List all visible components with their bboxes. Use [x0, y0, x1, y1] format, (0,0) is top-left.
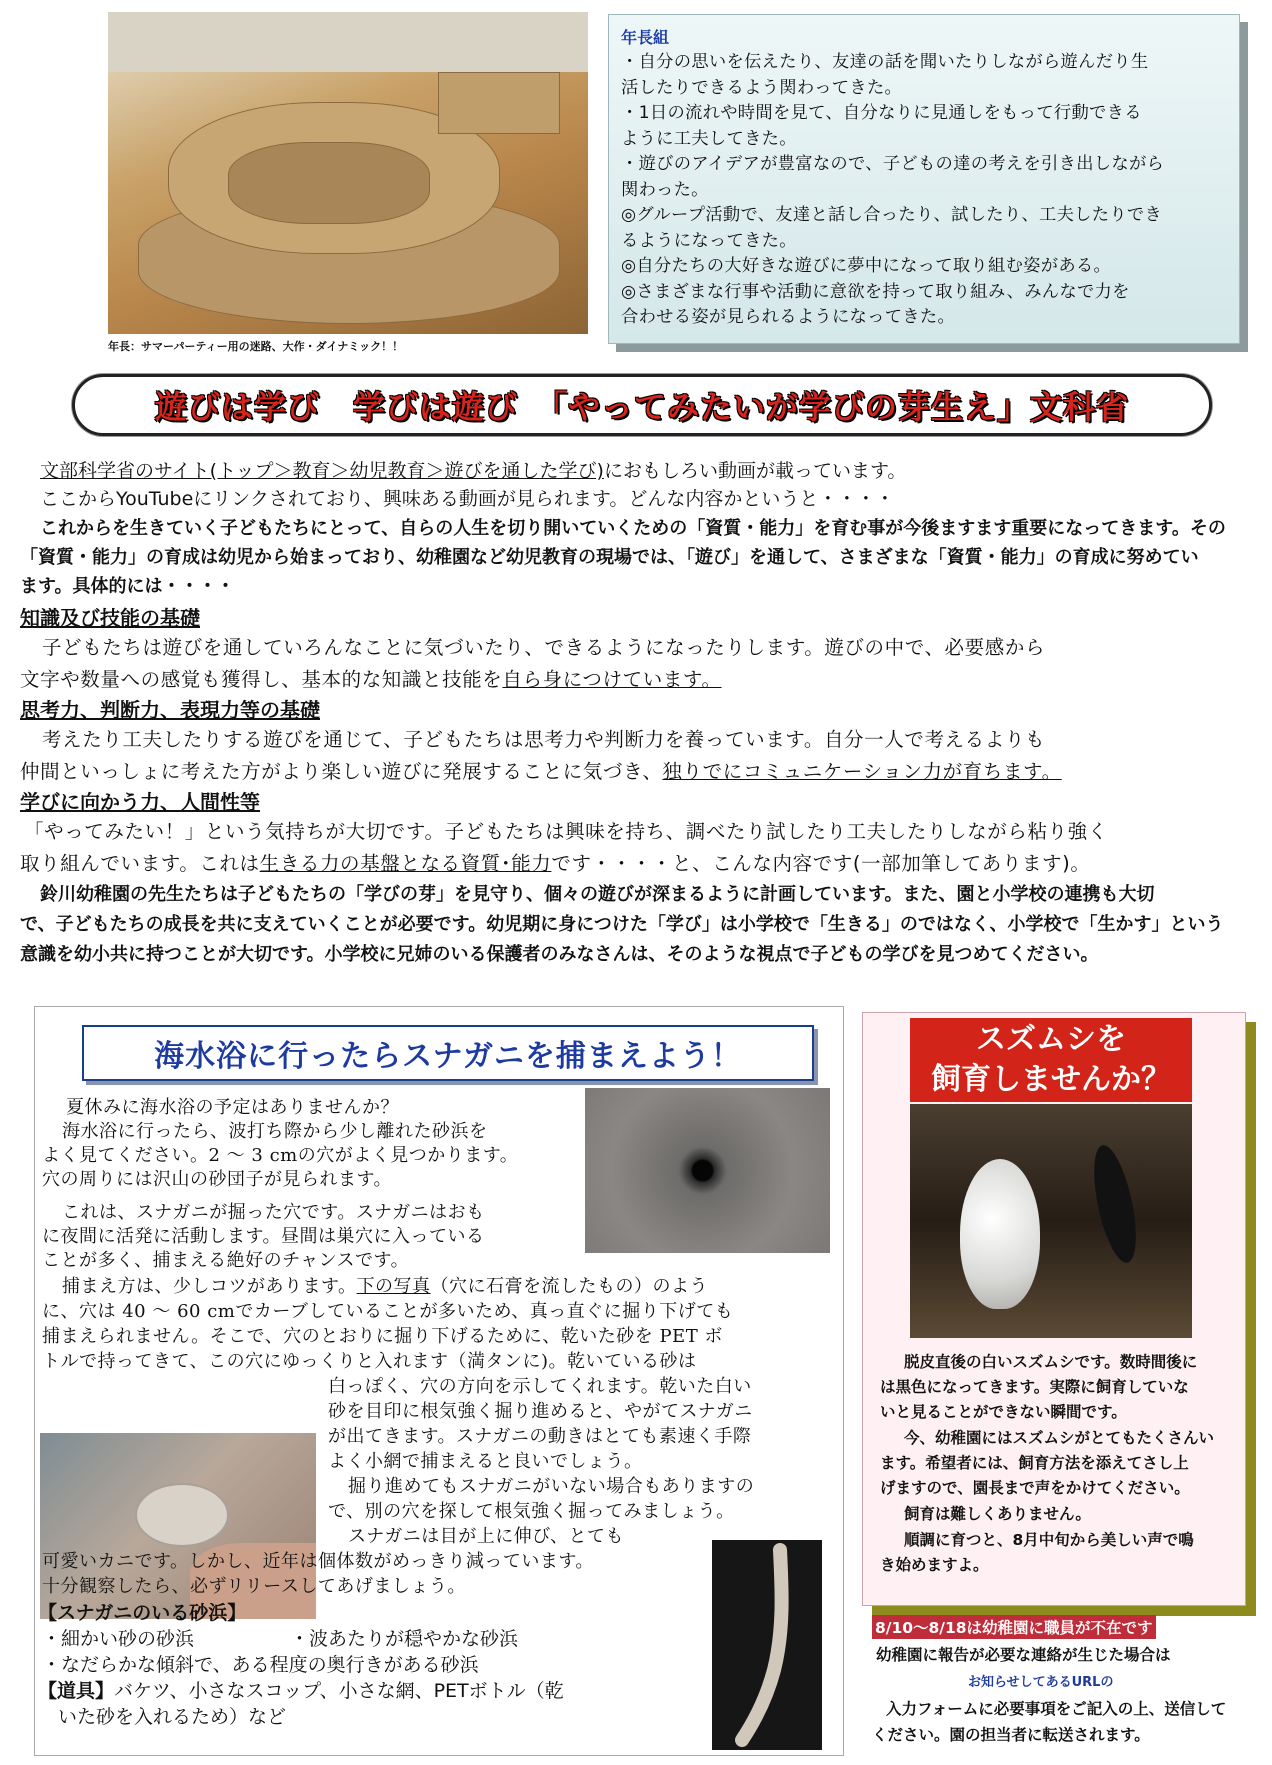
crab-text-line: 夏休みに海水浴の予定はありませんか？ — [66, 1097, 399, 1118]
paragraph-line: ます。具体的には・・・・ — [20, 576, 235, 597]
notice-line: ください。園の担当者に転送されます。 — [872, 1726, 1150, 1744]
paragraph-line: 鈴川幼稚園の先生たちは子どもたちの「学びの芽」を見守り、個々の遊びが深まるように計画しています。また、園と小学校の連携も大切 — [40, 884, 1155, 905]
suzumushi-title-line: スズムシを — [976, 1022, 1126, 1057]
class-report-line: ◎グループ活動で、友達と話し合ったり、試したり、工夫したりでき — [621, 205, 1163, 225]
crab-text-line — [62, 1272, 708, 1298]
suzumushi-text-line: いと見ることができない瞬間です。 — [880, 1403, 1127, 1421]
maze-photo — [108, 12, 588, 334]
crab-text-line: 砂を目印に根気強く掘り進めると、やがてスナガニ — [328, 1401, 753, 1422]
class-report-line: ・1日の流れや時間を見て、自分なりに見通しをもって行動できる — [621, 103, 1142, 123]
crab-text-line: に、穴は 40 ～ 60 cmでカーブしていることが多いため、真っ直ぐに掘り下げても — [42, 1301, 734, 1322]
section-line: 考えたり工夫したりする遊びを通じて、子どもたちは思考力や判断力を養っています。自分一人で考えるよりも — [42, 728, 1046, 751]
crab-text-line: 海水浴に行ったら、波打ち際から少し離れた砂浜を — [62, 1121, 488, 1142]
suzumushi-text-line: 順調に育つと、8月中旬から美しい声で鳴 — [904, 1531, 1194, 1549]
intro-line-1 — [40, 456, 1272, 483]
section-line — [20, 848, 1252, 876]
section-heading-thinking: 思考力、判断力、表現力等の基礎 — [20, 698, 320, 722]
crab-text-line: 可愛いカニです。しかし、近年は個体数がめっきり減っています。 — [42, 1551, 594, 1572]
plaster-cast-photo — [712, 1540, 822, 1750]
maze-photo-caption: 年長：サマーパーティー用の迷路、大作・ダイナミック！！ — [108, 340, 404, 353]
sand-crab-title-box — [82, 1025, 814, 1081]
crab-text-line: で、別の穴を探して根気強く掘ってみましょう。 — [328, 1501, 735, 1522]
section-line-part: です・・・・と、こんな内容です(一部加筆してあります)。 — [551, 852, 1091, 875]
crab-text-line: 掘り進めてもスナガニがいない場合もありますの — [348, 1476, 755, 1497]
section-line-part: 仲間といっしょに考えた方がより楽しい遊びに発展することに気づき、 — [20, 760, 663, 783]
section-line-emphasis: 生きる力の基盤となる資質･能力 — [259, 852, 552, 875]
paragraph-line: で、子どもたちの成長を共に支えていくことが必要です。幼児期に身につけた「学び」は小学校で「生きる」のではなく、小学校で「生かす」という — [20, 914, 1224, 935]
crab-text-line: これは、スナガニが掘った穴です。スナガニはおも — [62, 1202, 485, 1223]
notice-url-line: お知らせしてあるURLの — [968, 1675, 1114, 1690]
crab-text-line: よく見てください。2 ～ 3 cmの穴がよく見つかります。 — [42, 1145, 519, 1166]
class-report-line: ・自分の思いを伝えたり、友達の話を聞いたりしながら遊んだり生 — [621, 52, 1149, 72]
class-report-line: 関わった。 — [621, 179, 709, 200]
beach-item: ・なだらかな傾斜で、ある程度の奥行きがある砂浜 — [42, 1654, 479, 1676]
suzumushi-text-line: 脱皮直後の白いスズムシです。数時間後に — [904, 1353, 1198, 1371]
class-report-line: ◎自分たちの大好きな遊びに夢中になって取り組む姿がある。 — [621, 256, 1112, 276]
intro-line-1-tail: におもしろい動画が載っています。 — [603, 460, 907, 482]
crab-text-line: 穴の周りには沢山の砂団子が見られます。 — [42, 1169, 393, 1190]
section-line-part: 文字や数量への感覚も獲得し、基本的な知識と技能を — [20, 668, 503, 691]
section-line — [20, 664, 1252, 692]
beach-item: ・波あたりが穏やかな砂浜 — [290, 1628, 519, 1650]
site-path: 文部科学省のサイト(トップ＞教育＞幼児教育＞遊びを通した学び) — [40, 460, 604, 482]
plaster-cast-shape — [712, 1540, 822, 1750]
notice-line: 幼稚園に報告が必要な連絡が生じた場合は — [876, 1646, 1171, 1664]
crab-hole-photo — [585, 1088, 830, 1253]
suzumushi-text-line: 飼育は難しくありません。 — [904, 1505, 1091, 1523]
class-report-line: ◎さまざまな行事や活動に意欲を持って取り組み、みんなで力を — [621, 281, 1130, 302]
tools-line: いた砂を入れるため）など — [58, 1706, 287, 1728]
class-report-line: ・遊びのアイデアが豊富なので、子どもの達の考えを引き出しながら — [621, 154, 1165, 174]
headline-banner-text: 遊びは学び 学びは遊び 「やってみたいが学びの芽生え」文科省 — [154, 388, 1129, 426]
notice-line: 入力フォームに必要事項をご記入の上、送信して — [886, 1700, 1227, 1718]
suzumushi-text-line: き始めますよ。 — [880, 1556, 989, 1574]
crab-text-part: 捕まえ方は、少しコツがあります。 — [62, 1276, 357, 1297]
tools-heading: 【道具】 — [38, 1680, 115, 1702]
section-heading-motivation: 学びに向かう力、人間性等 — [20, 790, 260, 814]
class-report-line: 活したりできるよう関わってきた。 — [621, 77, 903, 98]
paragraph-line: 「資質・能力」の育成は幼児から始まっており、幼稚園など幼児教育の現場では、「遊び」を通して、さまざまな「資質・能力」の育成に努めてい — [20, 547, 1199, 568]
class-report-line: 合わせる姿が見られるようになってきた。 — [621, 307, 956, 327]
suzumushi-title-line: 飼育しませんか？ — [931, 1062, 1171, 1097]
class-report-title: 年長組 — [621, 28, 670, 47]
headline-banner — [72, 374, 1212, 436]
crab-text-line: よく小網で捕まえると良いでしょう。 — [328, 1451, 643, 1472]
section-line: 「やってみたい！」という気持ちが大切です。子どもたちは興味を持ち、調べたり試したり工夫したりしながら粘り強く — [24, 820, 1108, 843]
suzumushi-text-line: は黒色になってきます。実際に飼育していな — [880, 1378, 1189, 1396]
paragraph-line: 意識を幼小共に持つことが大切です。小学校に兄姉のいる保護者のみなさんは、そのような視点で子どもの学びを見つめてください。 — [20, 944, 1099, 965]
section-heading-knowledge: 知識及び技能の基礎 — [20, 606, 200, 630]
suzumushi-title — [910, 1018, 1192, 1102]
intro-line-2: ここからYouTubeにリンクされており、興味ある動画が見られます。どんな内容かというと・・・・ — [40, 488, 895, 510]
section-line: 子どもたちは遊びを通していろんなことに気づいたり、できるようになったりします。遊びの中で、必要感から — [42, 636, 1046, 659]
section-line — [20, 756, 1252, 784]
section-line-emphasis: 自ら身につけています。 — [502, 668, 722, 691]
crab-text-part: （穴に石膏を流したもの）のよう — [430, 1276, 709, 1297]
tools-line — [38, 1676, 564, 1703]
suzumushi-text-line: ます。希望者には、飼育方法を添えてさし上 — [880, 1454, 1189, 1472]
section-line-part: 取り組んでいます。これは — [20, 852, 260, 875]
crab-text-line: ことが多く、捕まえる絶好のチャンスです。 — [42, 1250, 410, 1271]
class-report-box — [608, 14, 1240, 344]
absence-notice-date: 8/10～8/18は幼稚園に職員が不在です — [872, 1615, 1156, 1639]
class-report-line: るようになってきた。 — [621, 230, 797, 251]
crab-text-emphasis: 下の写真 — [356, 1276, 431, 1297]
crab-text-line: トルで持ってきて、この穴にゆっくりと入れます（満タンに)。乾いている砂は — [42, 1351, 697, 1372]
paragraph-line: これからを生きていく子どもたちにとって、自らの人生を切り開いていくための「資質・能力」を育む事が今後ますます重要になってきます。その — [40, 518, 1226, 539]
beach-heading: 【スナガニのいる砂浜】 — [38, 1602, 247, 1624]
sand-crab-title: 海水浴に行ったらスナガニを捕まえよう！ — [154, 1039, 742, 1074]
suzumushi-text-line: 今、幼稚園にはスズムシがとてもたくさんい — [904, 1429, 1215, 1447]
beach-item: ・細かい砂の砂浜 — [42, 1628, 195, 1650]
suzumushi-photo — [910, 1104, 1192, 1338]
suzumushi-text-line: げますので、園長まで声をかけてください。 — [880, 1479, 1190, 1497]
crab-text-line: スナガニは目が上に伸び、とても — [348, 1526, 625, 1547]
crab-text-line: に夜間に活発に活動します。昼間は巣穴に入っている — [42, 1226, 485, 1247]
crab-text-line: 捕まえられません。そこで、穴のとおりに掘り下げるために、乾いた砂を PET ボ — [42, 1326, 723, 1347]
crab-text-line: 白っぽく、穴の方向を示してくれます。乾いた白い — [328, 1376, 752, 1397]
crab-text-line: が出てきます。スナガニの動きはとても素速く手際 — [328, 1426, 752, 1447]
class-report-line: ように工夫してきた。 — [621, 128, 797, 149]
crab-text-line: 十分観察したら、必ずリリースしてあげましょう。 — [42, 1576, 466, 1597]
tools-text: バケツ、小さなスコップ、小さな網、PETボトル（乾 — [114, 1680, 564, 1702]
section-line-emphasis: 独りでにコミュニケーション力が育ちます。 — [662, 760, 1062, 783]
